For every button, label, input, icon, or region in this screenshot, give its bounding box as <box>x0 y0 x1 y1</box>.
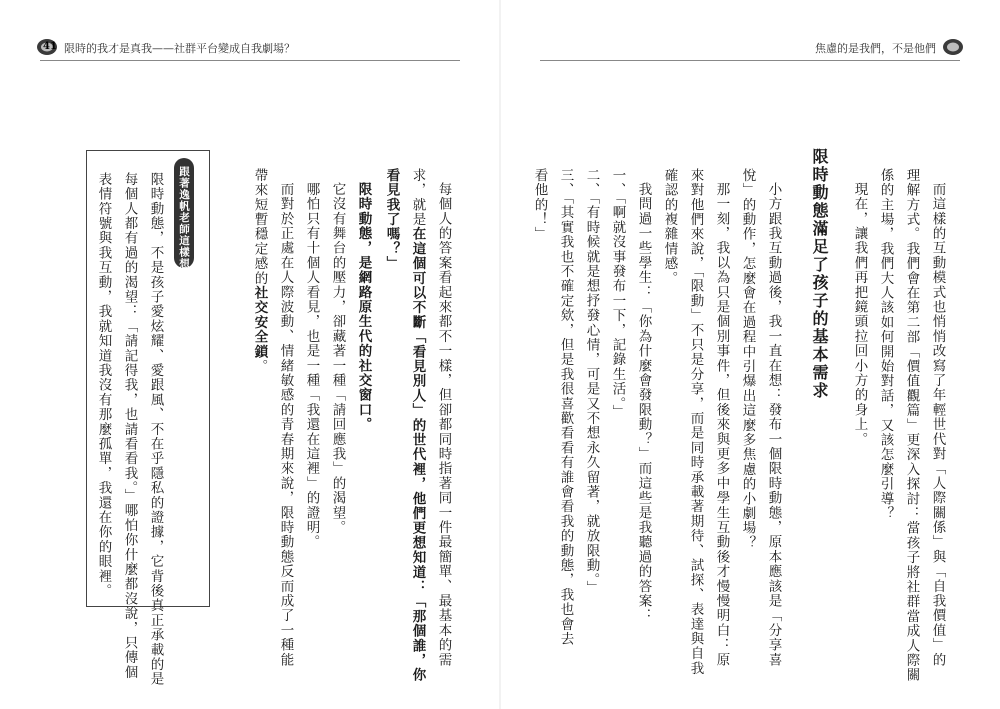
right-running-header: 焦慮的是我們，不是他們 <box>815 42 936 55</box>
paragraph-line <box>410 168 424 683</box>
list-item: 二、「有時候就是想抒發心情，可是又不想永久留著，就放限動。」 <box>583 168 600 596</box>
list-item: 一、「啊就沒事發布一下，記錄生活。」 <box>609 168 626 420</box>
teacher-note-tag <box>174 158 194 268</box>
page-number-badge-icon <box>942 36 964 58</box>
list-item: 三、「其實我也不確定欸，但是我很喜歡看看有誰會看我的動態，我也會去 <box>557 168 574 647</box>
paragraph-line: 每個人的答案看起來都不一樣，但卻都同時指著同一件最簡單、最基本的需 <box>435 182 452 668</box>
list-item-continuation: 看他的！」 <box>531 168 548 242</box>
note-line: 表情符號與我互動，我就知道我沒有那麼孤單，我還在你的眼裡。 <box>95 172 112 599</box>
paragraph-line: 確認的複雜情感。 <box>661 168 678 286</box>
left-running-header: 限時的我才是真我——社群平台變成自我劇場？ <box>64 42 295 55</box>
line-text: 求，就是 <box>409 168 426 227</box>
note-line: 限時動態，不是孩子愛炫耀、愛跟風、不在乎隱私的證據，它背後真正承載的是 <box>147 172 164 687</box>
section-heading: 限時動態滿足了孩子的基本需求 <box>810 148 829 400</box>
paragraph-line: 係的主場，我們大人該如何開始對話，又該怎麼引導？ <box>877 168 894 521</box>
paragraph-line: 哪怕只有十個人看見，也是一種「我還在這裡」的證明。 <box>303 182 320 550</box>
line-text: 帶來短暫穩定感的 <box>251 168 268 286</box>
note-line: 每個人都有過的渴望：「請記得我，也請看看我。」哪怕你什麼都沒說，只傳個 <box>121 172 138 680</box>
key-statement: 限時動態，是網路原生代的社交窗口。 <box>355 182 372 432</box>
left-header-rule <box>40 60 460 61</box>
paragraph-line: 而這樣的互動模式也悄悄改寫了年輕世代對「人際關係」與「自我價值」的 <box>929 182 946 668</box>
paragraph-line: 理解方式。我們會在第二部「價值觀篇」更深入探討：當孩子將社群當成人際關 <box>903 168 920 683</box>
teacher-note-tag-label: 跟著逸帆老師這樣想 <box>178 166 190 270</box>
paragraph-line: 我問過一些學生：「你為什麼會發限動？」而這些是我聽過的答案： <box>635 182 652 623</box>
paragraph-line: 那一刻，我以為只是個別事件，但後來與更多中學生互動後才慢慢明白：原 <box>713 182 730 668</box>
emphasis-text: 社交安全鎖 <box>251 285 268 360</box>
line-text: 。 <box>251 359 268 374</box>
left-page-number: 41 <box>43 41 57 52</box>
paragraph-line: 來對他們來說，「限動」不只是分享，而是同時承載著期待、試探、表達與自我 <box>687 168 704 676</box>
paragraph-line: 小方跟我互動過後，我一直在想：發布一個限時動態，原本應該是「分享喜 <box>765 182 782 668</box>
paragraph-line <box>252 168 266 374</box>
right-page <box>500 0 1000 709</box>
paragraph-line-bold: 看見我了嗎？」 <box>383 168 400 271</box>
paragraph-line: 現在，讓我們再把鏡頭拉回小方的身上。 <box>851 182 868 447</box>
emphasis-text: 在這個可以不斷「看見別人」的世代裡，他們更想知道：「那個誰，你 <box>409 226 426 683</box>
paragraph-line: 悅」的動作，怎麼會在過程中引爆出這麼多焦慮的小劇場？ <box>739 168 756 551</box>
paragraph-line: 而對於正處在人際波動、情緒敏感的青春期來說，限時動態反而成了一種能 <box>277 182 294 668</box>
paragraph-line: 它沒有舞台的壓力，卻藏著一種「請回應我」的渴望。 <box>329 182 346 535</box>
right-header-rule <box>540 60 960 61</box>
